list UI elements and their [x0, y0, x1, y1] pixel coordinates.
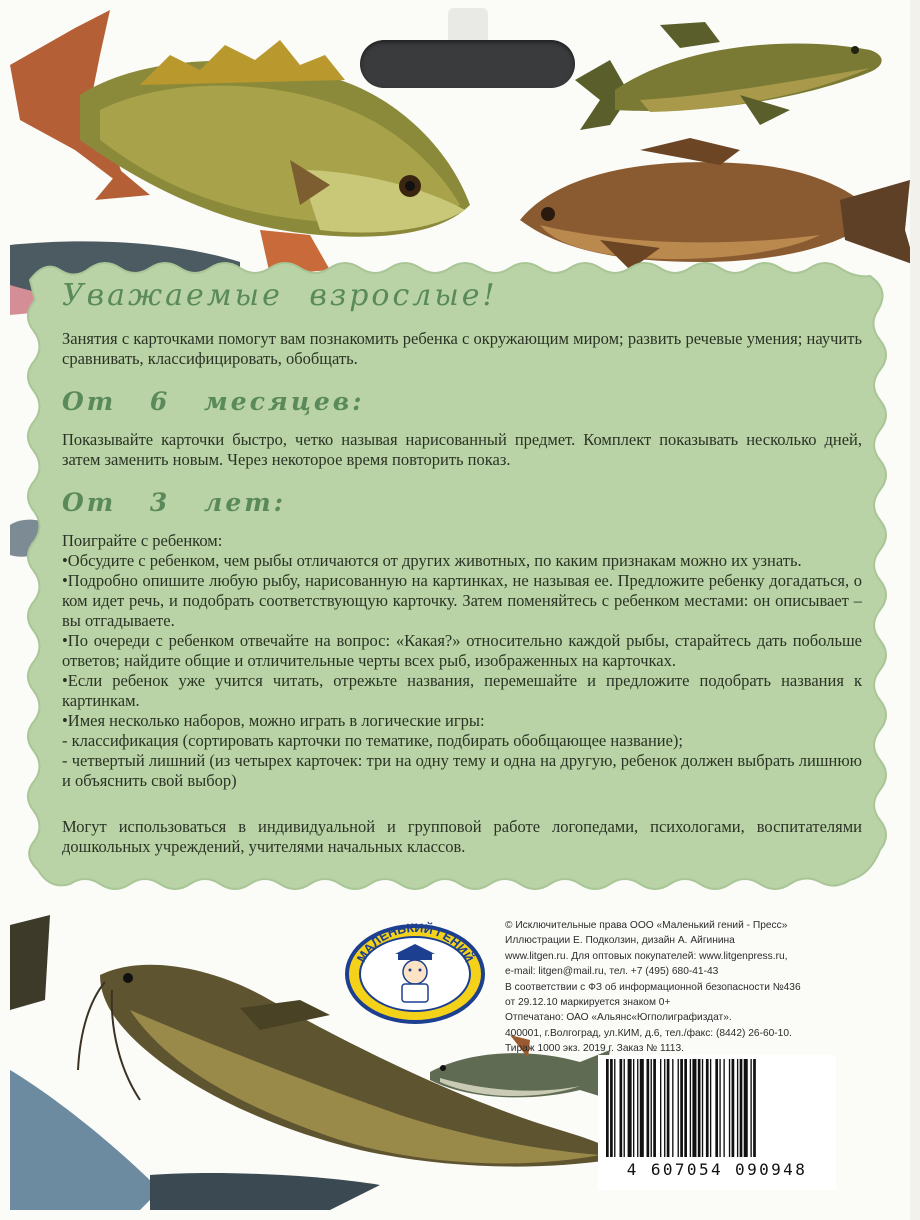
- barcode-bar: [672, 1059, 673, 1157]
- barcode-bar: [706, 1059, 709, 1157]
- section2-line: •Обсудите с ребенком, чем рыбы отличаются от других животных, по каким признакам можно их узнать.: [62, 551, 802, 570]
- section2-line: •Имея несколько наборов, можно играть в логические игры:: [62, 711, 485, 730]
- imprint-line: e-mail: litgen@mail.ru, тел. +7 (495) 680-41-43: [505, 966, 719, 978]
- imprint-line: 400001, г.Волгоград, ул.КИМ, д.6, тел./факс: (8442) 26-60-10.: [505, 1027, 792, 1039]
- barcode-bar: [624, 1059, 625, 1157]
- imprint-line: Тираж 1000 экз. 2019 г. Заказ № 1113.: [505, 1043, 684, 1055]
- hang-hole: [360, 40, 575, 88]
- imprint-line: www.litgen.ru. Для оптовых покупателей: www.litgenpress.ru,: [505, 950, 788, 962]
- panel-content: [62, 278, 862, 857]
- imprint-line: Отпечатано: ОАО «Альянс«Югполиграфиздат».: [505, 1012, 732, 1024]
- section2-title: От 3 лет:: [62, 488, 286, 517]
- barcode-bar: [651, 1059, 652, 1157]
- intro-text: Занятия с карточками помогут вам познакомить ребенка с окружающим миром; развить речевые умения; научить сравнивать, классифицировать, обобщать.: [62, 329, 862, 368]
- publisher-logo: [340, 912, 490, 1024]
- imprint-line: © Исключительные права ООО «Маленький гений - Пресс»: [505, 920, 788, 931]
- section2-line: - классификация (сортировать карточки по тематике, подбирать обобщающее название);: [62, 731, 684, 750]
- imprint-line: В соответствии с ФЗ об информационной безопасности №436: [505, 981, 801, 993]
- barcode-bar: [620, 1059, 623, 1157]
- barcode-bar: [628, 1059, 632, 1157]
- barcode-bar: [660, 1059, 661, 1157]
- barcode-bar: [680, 1059, 683, 1157]
- panel-title: Уважаемые взрослые!: [62, 278, 498, 313]
- barcode-bar: [637, 1059, 638, 1157]
- section2-line: •Подробно опишите любую рыбу, нарисованную на картинках, не называя ее. Предложите ребенку догадаться, о ком идет речь, и подобрать соответствующую карточку. Затем поменяйтесь с ребенком местами: он описывает – вы отгадываете.: [62, 571, 862, 630]
- imprint-block: [505, 918, 865, 1057]
- barcode-bar: [692, 1059, 696, 1157]
- hanger-tab: [448, 8, 488, 44]
- barcode-bar: [710, 1059, 711, 1157]
- barcode-bar: [732, 1059, 735, 1157]
- barcode-bar: [715, 1059, 718, 1157]
- barcode-bar: [729, 1059, 730, 1157]
- barcode-bars: [598, 1055, 836, 1160]
- imprint-line: Иллюстрации Е. Подколзин, дизайн А. Айгинина: [505, 935, 735, 947]
- barcode-bar: [723, 1059, 724, 1157]
- logo-text: МАЛЕНЬКИЙ ГЕНИЙ: [354, 920, 476, 965]
- tench-illustration: [575, 22, 882, 130]
- barcode-bar: [744, 1059, 748, 1157]
- barcode-bar: [719, 1059, 720, 1157]
- section2-line: •Если ребенок уже учится читать, отрежьте названия, перемешайте и предложите подобрать названия к картинкам.: [62, 671, 862, 710]
- closing-text: Могут использоваться в индивидуальной и групповой работе логопедами, психологами, воспитателями дошкольных учреждений, учителями начальных классов.: [62, 817, 862, 856]
- barcode-bar: [606, 1059, 609, 1157]
- barcode-bar: [667, 1059, 670, 1157]
- barcode-bar: [678, 1059, 679, 1157]
- section2-line: - четвертый лишний (из четырех карточек: три на одну тему и одна на другую, ребенок должен выбрать лишнюю и объяснить свой выбор): [62, 751, 862, 790]
- section1-title: От 6 месяцев:: [62, 387, 365, 416]
- info-panel: [0, 250, 920, 910]
- section2-line: •По очереди с ребенком отвечайте на вопрос: «Какая?» относительно каждой рыбы, старайтесь дать побольше ответов; найдите общие и отличительные черты всех рыб, изображенных на карточках.: [62, 631, 862, 670]
- barcode-bar: [740, 1059, 743, 1157]
- barcode-bar: [698, 1059, 701, 1157]
- section1-text: Показывайте карточки быстро, четко называя нарисованный предмет. Комплект показывать несколько дней, затем заменить новым. Через некоторое время повторить показ.: [62, 430, 862, 469]
- barcode-bar: [640, 1059, 644, 1157]
- imprint-line: от 29.12.10 маркируется знаком 0+: [505, 997, 671, 1009]
- barcode-bar: [610, 1059, 613, 1157]
- barcode-bar: [647, 1059, 650, 1157]
- barcode-bar: [702, 1059, 703, 1157]
- barcode-bar: [737, 1059, 738, 1157]
- barcode-bar: [614, 1059, 615, 1157]
- section2-text: [62, 531, 862, 791]
- barcode-bar: [690, 1059, 691, 1157]
- barcode-bar: [664, 1059, 665, 1157]
- barcode-bar: [753, 1059, 756, 1157]
- barcode-bar: [653, 1059, 656, 1157]
- barcode-bar: [750, 1059, 751, 1157]
- section2-line: Поиграйте с ребенком:: [62, 531, 223, 550]
- barcode-bar: [633, 1059, 634, 1157]
- barcode-digits: 4 607054 090948: [598, 1160, 836, 1179]
- barcode-bar: [684, 1059, 687, 1157]
